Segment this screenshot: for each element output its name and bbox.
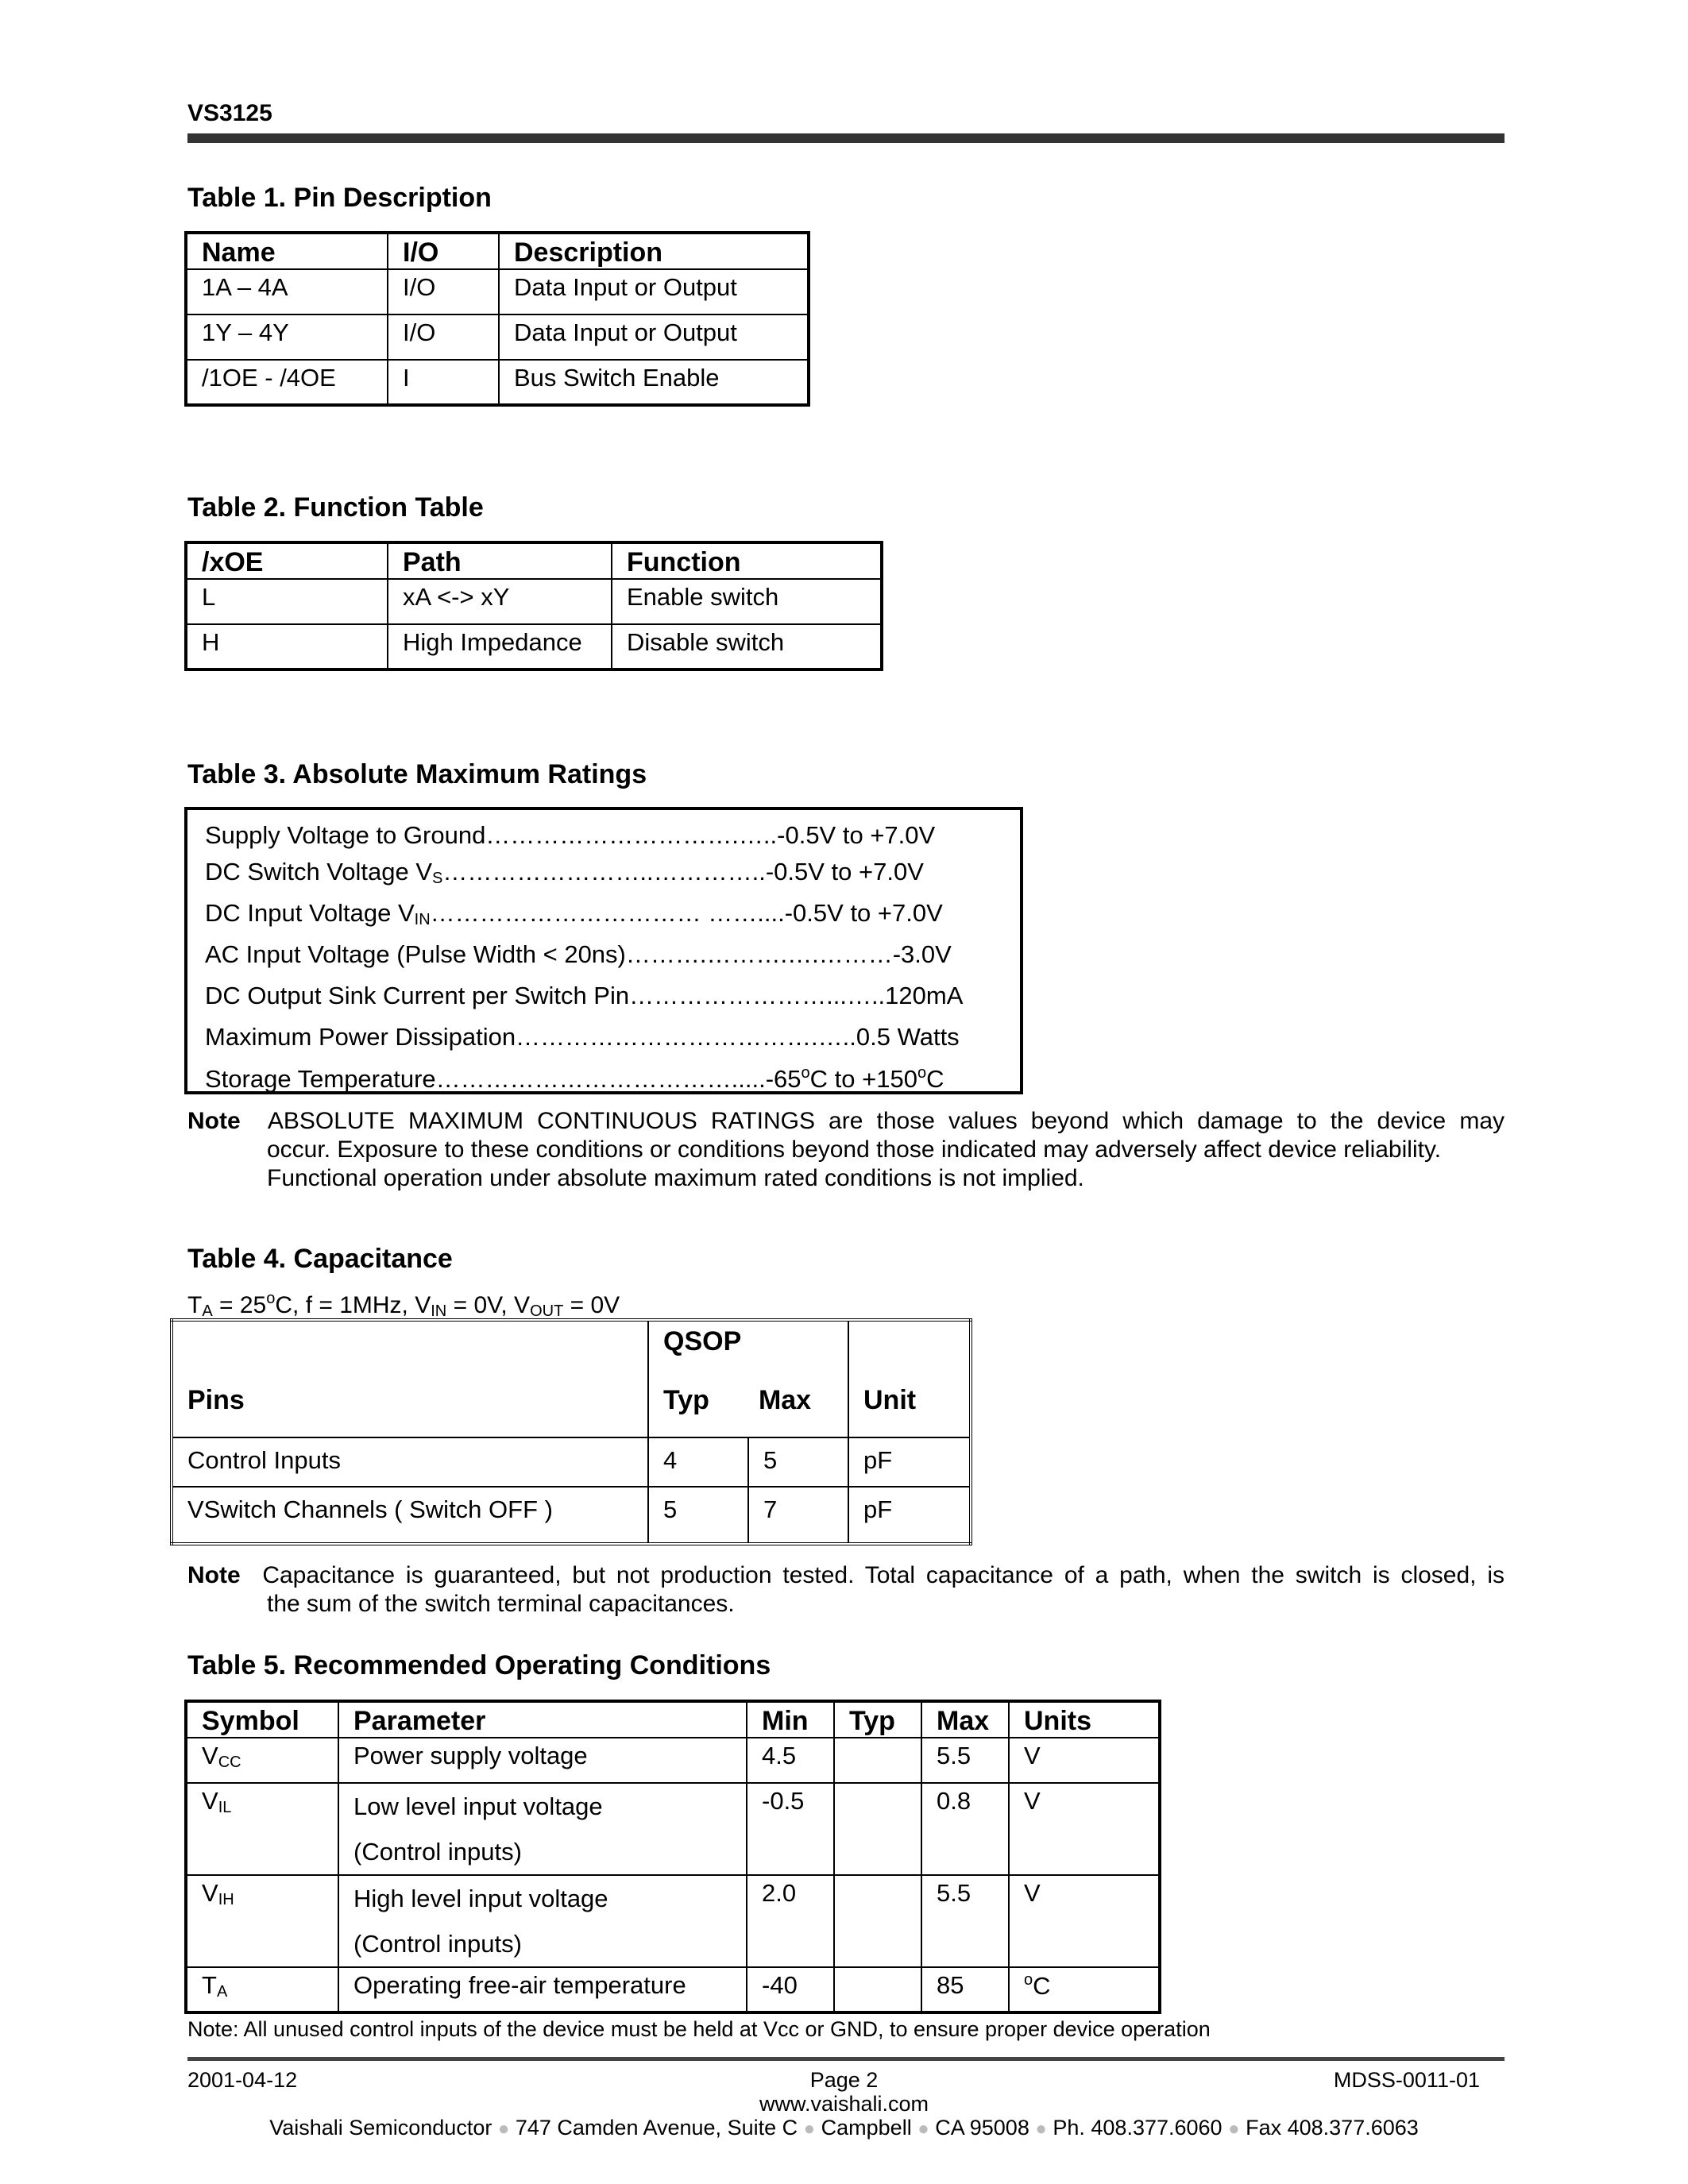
table-cell: H — [186, 624, 388, 669]
table-cell: 0.8 — [921, 1783, 1009, 1875]
column-header: Name — [186, 233, 388, 269]
capacitance-table — [170, 1318, 972, 1545]
function-table — [184, 541, 883, 671]
rating-storage-temperature: Storage Temperature……………………………….....-65$^o$C to $+150^oC$ — [205, 1064, 944, 1093]
absolute-maximum-ratings-box — [184, 807, 1023, 1094]
table-row — [186, 624, 882, 669]
fax: Fax 408.377.6063 — [1246, 2116, 1419, 2140]
table2-caption: Table 2. Function Table — [187, 492, 484, 523]
table-cell: VSwitch Channels ( Switch OFF ) — [172, 1487, 648, 1544]
rating-supply-voltage: Supply Voltage to Ground………………………….…..-0.5V to +7.0V — [205, 821, 936, 849]
column-header: QSOP — [648, 1320, 848, 1379]
operating-conditions-note: Note: All unused control inputs of the device must be held at Vcc or GND, to ensure proper device operation — [187, 2017, 1211, 2041]
table3-caption: Table 3. Absolute Maximum Ratings — [187, 759, 647, 789]
company-name: Vaishali Semiconductor — [269, 2116, 492, 2140]
table-cell: Operating free-air temperature — [338, 1967, 747, 2012]
column-header: Symbol — [186, 1701, 338, 1738]
symbol-cell: $V_{IL}$ — [186, 1783, 338, 1875]
table-cell: V — [1009, 1738, 1160, 1783]
bullet-icon: ● — [1035, 2118, 1047, 2140]
footer-rule — [187, 2057, 1505, 2061]
bullet-icon: ● — [497, 2118, 510, 2140]
table-cell — [834, 1738, 921, 1783]
table-row — [186, 1783, 1160, 1875]
table-cell: Disable switch — [612, 624, 882, 669]
column-header: I/O — [388, 233, 499, 269]
bullet-icon: ● — [1228, 2118, 1240, 2140]
column-header: Min — [747, 1701, 834, 1738]
table-row — [186, 579, 882, 624]
table-cell: 85 — [921, 1967, 1009, 2012]
table5-caption: Table 5. Recommended Operating Conditions — [187, 1650, 771, 1680]
state-zip: CA 95008 — [935, 2116, 1029, 2140]
capacitance-conditions: $T_A = 25^oC$, f = 1MHz, $V_{IN} = 0V$, $V_{OUT} = 0V$ — [187, 1290, 620, 1320]
table-cell: 7 — [748, 1487, 848, 1544]
table-cell: Bus Switch Enable — [499, 360, 809, 405]
table-cell: V — [1009, 1875, 1160, 1967]
table-row — [186, 1875, 1160, 1967]
bullet-icon: ● — [917, 2118, 929, 2140]
footer-website-link[interactable]: www.vaishali.com — [759, 2092, 929, 2116]
column-header: Description — [499, 233, 809, 269]
header-rule — [187, 133, 1505, 143]
street-address: 747 Camden Avenue, Suite C — [515, 2116, 798, 2140]
table-row — [186, 314, 809, 360]
footer-date: 2001-04-12 — [187, 2068, 298, 2092]
table-cell: I/O — [388, 314, 499, 360]
table-cell: 1A – 4A — [186, 269, 388, 314]
rating-ac-input-voltage: AC Input Voltage (Pulse Width < 20ns)……….……….….………-3.0V — [205, 940, 952, 968]
table-cell: $^o$C — [1009, 1967, 1160, 2012]
table-row — [172, 1437, 971, 1487]
table-cell: Control Inputs — [172, 1437, 648, 1487]
table-cell: pF — [848, 1487, 971, 1544]
column-header: Units — [1009, 1701, 1160, 1738]
table-cell: pF — [848, 1437, 971, 1487]
column-header: Typ — [834, 1701, 921, 1738]
table-row — [172, 1487, 971, 1544]
table-cell: 5 — [748, 1437, 848, 1487]
table-cell: 5.5 — [921, 1875, 1009, 1967]
column-header: Function — [612, 542, 882, 579]
rating-dc-output-sink-current: DC Output Sink Current per Switch Pin……………………...…..120mA — [205, 982, 964, 1009]
footer-address — [0, 2116, 1688, 2140]
table-cell: 1Y – 4Y — [186, 314, 388, 360]
table-cell: -40 — [747, 1967, 834, 2012]
table-cell: Low level input voltage (Control inputs) — [338, 1783, 747, 1875]
operating-conditions-table — [184, 1700, 1161, 2014]
table-cell: L — [186, 579, 388, 624]
rating-dc-switch-voltage: DC Switch Voltage $V_S\dots\dots\dots\dots\dots\dots\dots\dots..\dots\dots\dots\dots..-0.5V$ to +7.0V — [205, 858, 924, 887]
column-header: Path — [388, 542, 612, 579]
table4-caption: Table 4. Capacitance — [187, 1244, 453, 1274]
table-row — [186, 1967, 1160, 2012]
column-header: Max — [921, 1701, 1009, 1738]
table-cell: 4.5 — [747, 1738, 834, 1783]
table-cell: 2.0 — [747, 1875, 834, 1967]
table-cell: Power supply voltage — [338, 1738, 747, 1783]
table-cell: 5.5 — [921, 1738, 1009, 1783]
capacitance-note: Note Capacitance is guaranteed, but not production tested. Total capacitance of a path, when the switch is closed, is the sum of the switch terminal capacitances. — [187, 1562, 1505, 1617]
table-cell — [834, 1967, 921, 2012]
phone: Ph. 408.377.6060 — [1053, 2116, 1223, 2140]
table-cell — [834, 1783, 921, 1875]
table-row — [186, 269, 809, 314]
column-header: Typ Max — [648, 1379, 848, 1437]
footer-doc-number: MDSS-0011-01 — [1333, 2068, 1480, 2092]
table-cell: 5 — [648, 1487, 748, 1544]
table-cell: I — [388, 360, 499, 405]
document-id: VS3125 — [187, 100, 272, 126]
table-cell: Enable switch — [612, 579, 882, 624]
table1-caption: Table 1. Pin Description — [187, 183, 492, 213]
table-cell: V — [1009, 1783, 1160, 1875]
table-row — [186, 1738, 1160, 1783]
city: Campbell — [821, 2116, 912, 2140]
table-cell: -0.5 — [747, 1783, 834, 1875]
column-header: /xOE — [186, 542, 388, 579]
column-header: Parameter — [338, 1701, 747, 1738]
rating-dc-input-voltage: DC Input Voltage $V_{IN}\dots\dots\dots\dots\dots\dots\dots\dots\dots\dots\dots$ ……....-0.5V to +7.0V — [205, 899, 943, 928]
table-cell: /1OE - /4OE — [186, 360, 388, 405]
table-cell — [834, 1875, 921, 1967]
table-cell: I/O — [388, 269, 499, 314]
rating-max-power-dissipation: Maximum Power Dissipation……………………………….…..0.5 Watts — [205, 1023, 960, 1051]
table-cell: High level input voltage (Control inputs) — [338, 1875, 747, 1967]
column-header: Pins — [172, 1320, 648, 1437]
symbol-cell: $T_A$ — [186, 1967, 338, 2012]
bullet-icon: ● — [803, 2118, 816, 2140]
table-cell: Data Input or Output — [499, 314, 809, 360]
table-cell: xA <-> xY — [388, 579, 612, 624]
pin-description-table — [184, 231, 810, 407]
table-cell: Data Input or Output — [499, 269, 809, 314]
table-cell: High Impedance — [388, 624, 612, 669]
footer-page-number: Page 2 — [809, 2068, 879, 2092]
symbol-cell: $V_{CC}$ — [186, 1738, 338, 1783]
ratings-note: Note ABSOLUTE MAXIMUM CONTINUOUS RATINGS are those values beyond which damage to the device may occur. Exposure to these conditions or conditions beyond those indicated may adversely affect device reliability. Functional operation under absolute maximum rated conditions is not implied. — [187, 1108, 1505, 1191]
table-cell: 4 — [648, 1437, 748, 1487]
column-header: Unit — [848, 1320, 971, 1437]
symbol-cell: $V_{IH}$ — [186, 1875, 338, 1967]
table-row — [186, 360, 809, 405]
